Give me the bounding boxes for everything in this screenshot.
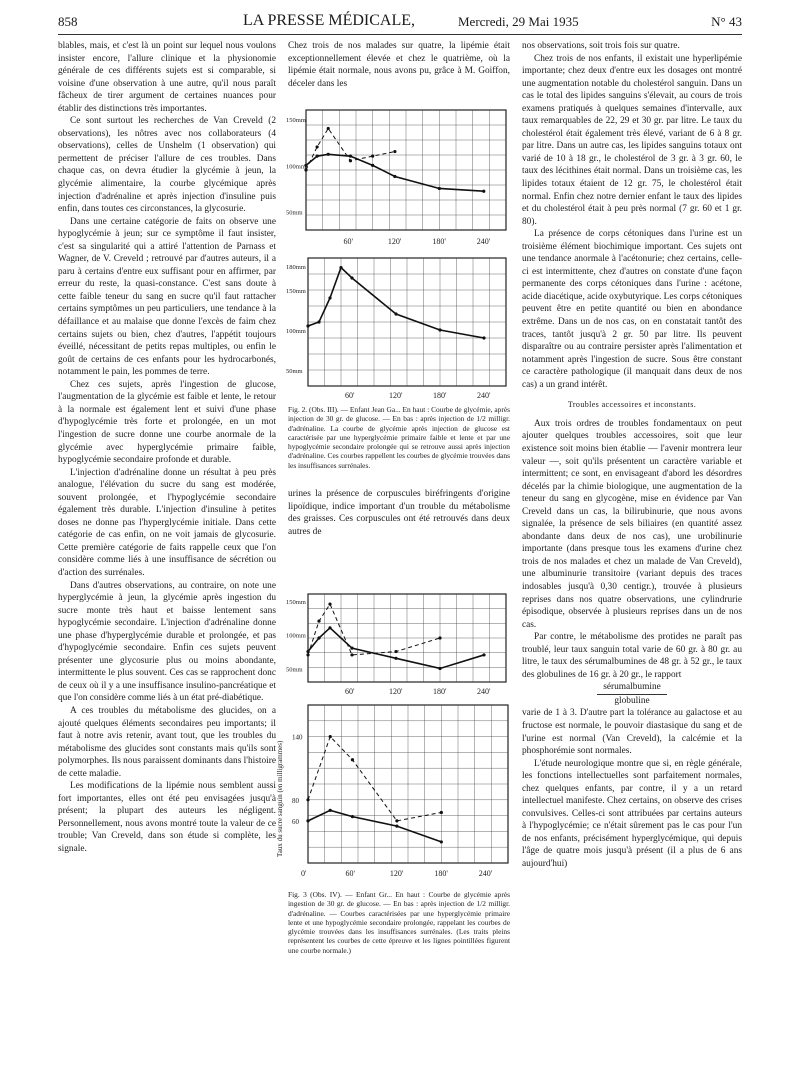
- data-point: [327, 153, 330, 156]
- data-point: [329, 735, 332, 738]
- figure-2-caption-block: [288, 405, 510, 470]
- paragraph: L'étude neurologique montre que si, en règle générale, les fonctions intellectuelles sont parfaitement normales, chez quelques enfants, par contre, il y a un retard intellectuel manifeste. Chez certains, on observe des crises convulsives. Celles-ci sont attribuées par certains auteurs à l'hypoglycémie; ce n'était sûrement pas le cas pour l'un de nos enfants, précisément hyperglycémique, qui depuis l'âge de quatre mois jusqu'à présent (il a plus de 6 ans aujourd'hui): [522, 758, 742, 869]
- x-tick-label: 60': [345, 869, 355, 878]
- data-point: [329, 809, 332, 812]
- data-point: [328, 603, 331, 606]
- chart-fig3-top: [286, 586, 511, 696]
- y-tick-label: 50mm: [286, 666, 303, 674]
- series-normal: [306, 128, 395, 170]
- data-point: [316, 155, 319, 158]
- y-tick-label: 150mm: [286, 288, 306, 295]
- x-tick-label: 180': [432, 237, 446, 246]
- issue-date: Mercredi, 29 Mai 1935: [458, 14, 579, 29]
- data-point: [350, 653, 353, 656]
- paragraph: varie de 1 à 3. D'autre part la tolérance au galactose et au fructose est normale, le pouvoir diastasique du sang et de l'urine est normal (Van Creveld), la calcémie et la phosphorémie sont normales.: [522, 708, 742, 757]
- x-tick-label: 180': [433, 687, 447, 696]
- y-tick-label: 100mm: [286, 632, 306, 640]
- data-point: [440, 811, 443, 814]
- x-tick-label: 120': [389, 391, 403, 400]
- x-tick-label: 0': [301, 869, 307, 878]
- x-tick-label: 240': [476, 237, 491, 246]
- data-point: [306, 819, 309, 822]
- data-point: [317, 320, 320, 323]
- chart-fig3-bottom: [270, 697, 515, 887]
- data-point: [438, 328, 441, 331]
- fraction: [522, 681, 742, 707]
- data-point: [350, 647, 353, 650]
- y-tick-label: 50mm: [286, 368, 303, 375]
- data-point: [394, 650, 397, 653]
- x-tick-label: 60': [345, 687, 355, 696]
- column-2: [288, 40, 510, 90]
- header-rule: [58, 34, 742, 35]
- paragraph: Dans d'autres observations, au contraire, on note une hyperglycémie à jeun, la glycémie après ingestion du sucre monte très haut et baisse lentement sans hypoglycémie secondaire. L'injection d'adrénaline donne une phase d'hyperglycémie durable et prolongée, et pas d'hypoglycémie secondaire. Enfin ces sujets peuvent présenter une glycosurie plus ou moins abondante, intermittente le plus souvent. Ces cas se rapprochent donc de ceux où il y a une insuffisance insulino-pancréatique et que l'on considère comme liés à un état pré-diabétique.: [58, 580, 276, 704]
- data-point: [317, 636, 320, 639]
- paragraph: A ces troubles du métabolisme des glucides, on a ajouté quelques éléments secondaires peu importants; il faut à notre avis retenir, avant tout, que les troubles du métabolisme des glucides sont constants mais qu'ils sont polymorphes. Ils nous paraissent dominants dans l'histoire de cette maladie.: [58, 705, 276, 779]
- data-point: [317, 619, 320, 622]
- series-observed: [306, 154, 484, 191]
- x-tick-label: 240': [477, 391, 491, 400]
- issue-number: N° 43: [711, 14, 742, 29]
- y-tick-label: 80: [292, 796, 299, 805]
- data-point: [349, 155, 352, 158]
- paragraph: urines la présence de corpuscules biréfringents d'origine lipoïdique, indice important d'un trouble du métabolisme des graisses. Ces corpuscules ont été retrouvés dans deux autres de: [288, 489, 510, 537]
- data-point: [394, 657, 397, 660]
- data-point: [306, 798, 309, 801]
- data-point: [394, 312, 397, 315]
- paragraph: Aux trois ordres de troubles fondamentaux on peut ajouter quelques troubles accessoires, soit que leur existence soit moins bien établie — l'avenir montrera leur valeur —, soit qu'ils présentent un caractère variable et intermittent; ce sont, en envisageant d'abord les désordres décelés par la chimie biologique, une augmentation de la teneur du sang en glycogène, mise en évidence par Van Creveld dans un cas, la bilirubinurie, que nous avons signalée, la présence de sels biliaires (en quantité assez abondante dans deux de nos cas), une urobilinurie importante (dans presque tous les examens d'urine chez trois de nos malades et chez un malade de Van Creveld), une albuminurie transitoire (variant depuis des traces indosables jusqu'à 0,30 centigr.), trouvée à plusieurs reprises dans nos quatre observations, une cylindrurie épisodique, observée à plusieurs reprises dans un de nos cas.: [522, 418, 742, 630]
- y-tick-label: 150mm: [286, 598, 306, 606]
- y-tick-label: 100mm: [286, 163, 306, 171]
- chart-fig2-bottom: [286, 254, 511, 404]
- paragraph: L'injection d'adrénaline donne un résultat à peu près analogue, l'élévation du sucre du sang est modérée, souvent prolongée, et l'hypoglycémie secondaire également très durable. L'injection d'insuline à petites doses ne donne pas l'hyperglycémie initiale. Dans cette catégorie de cas enfin, on ne voit jamais de glycosurie. Cette première catégorie de faits rappelle ceux que l'on considère comme liés à une insuffisance de sécrétion ou d'action des surrénales.: [58, 467, 276, 578]
- data-point: [371, 164, 374, 167]
- paragraph: Chez trois de nos enfants, il existait une hyperlipémie importante; chez deux d'entre eux les dosages ont montré une augmentation notable du cholestérol sanguin. Dans un cas le total des lipides sanguins s'élevait, au cours de trois examens pratiqués à quelques semaines d'intervalle, aux taux remarquables de 22, 29 et 30 gr. par litre. Le taux du cholestérol était également très élevé, variant de 6 à 8 gr. par litre. Dans un autre cas, les lipides sanguins totaux ont varié de 10 à 18 gr., le cholestérol de 3 gr. à 3 gr. 60, le taux des lécithines était normal. Dans un troisième cas, les lipides totaux étaient de 12 gr. 75, le cholestérol était normal. Enfin chez notre dernier enfant le taux des lipides et du cholestérol était à peu près normal (7 gr. 60 et 1 gr. 80).: [522, 53, 742, 227]
- figure-2-caption: Fig. 2. (Obs. III). — Enfant Jean Ga... En haut : Courbe de glycémie, après injection de 30 gr. de glucose. — En bas : après injection de 1/2 milligr. d'adrénaline. La courbe de glycémie après injection de glucose est caractérisée par une hyperglycémie primaire faible et lente et par une hypoglycémie secondaire prolongée qui se retrouve aussi après injection d'adrénaline. Ces courbes rappellent les courbes de glycémie trouvées dans les insuffisances surrénales.: [288, 405, 510, 470]
- page-header: [58, 14, 742, 34]
- data-point: [328, 296, 331, 299]
- data-point: [306, 653, 309, 656]
- data-point: [328, 626, 331, 629]
- x-tick-label: 60': [343, 237, 353, 246]
- paragraph: Chez trois de nos malades sur quatre, la lipémie était exceptionnellement élevée et chez le quatrième, où la lipémie était normale, nous avons pu, grâce à M. Goiffon, déceler dans les: [288, 41, 510, 89]
- x-tick-label: 120': [387, 237, 402, 246]
- x-tick-label: 180': [434, 869, 448, 878]
- paragraph: nos observations, soit trois fois sur quatre.: [522, 41, 680, 51]
- data-point: [393, 150, 396, 153]
- column-2-mid: [288, 488, 510, 538]
- data-point: [482, 190, 485, 193]
- paragraph: blables, mais, et c'est là un point sur lequel nous voulons insister encore, l'allure clinique et la physionomie générale de ces différents sujets est si comparable, si voisine d'une observation à une autre, qu'il nous paraît fâcheux de tirer argument de certaines nuances pour établir des distinctions très importantes.: [58, 41, 276, 114]
- data-point: [440, 840, 443, 843]
- paragraph: La présence de corps cétoniques dans l'urine est un troisième élément biochimique important. Ces sujets ont une tendance anormale à l'acétonurie; chez certains, celle-ci est intermittente, chez d'autres on constate d'une façon permanente des corps cétoniques dans l'urine : acétone, acide diacétique, acide oxybutyrique. Les corps cétoniques peuvent être en petite quantité ou bien en abondance extrême. Dans un de nos cas, on en constatait tantôt des traces, tantôt jusqu'à 2 gr. 50 par litre. Ils peuvent disparaître ou au contraire persister après l'alimentation et notamment après l'ingestion de sucre. Sous être constant ce caractère pathologique (il manquait dans deux de nos cas) a un grand intérêt.: [522, 229, 743, 390]
- paragraph: Les modifications de la lipémie nous semblent aussi fort importantes, elles ont été peu envisagées jusqu'à présent; la plupart des auteurs les négligent. Personnellement, nous avons montré toute la valeur de ce trouble; Van Creveld, dans son étude si complète, les signale.: [58, 781, 276, 854]
- data-point: [371, 155, 374, 158]
- y-tick-label: 60: [292, 817, 299, 826]
- section-heading: Troubles accessoires et inconstants.: [567, 400, 697, 410]
- x-tick-label: 240': [477, 687, 491, 696]
- data-point: [438, 667, 441, 670]
- y-tick-label: 50mm: [286, 209, 303, 217]
- chart-fig2-top: [286, 96, 511, 268]
- y-axis-label: Taux du sucre sanguin (en milligrammes): [276, 740, 284, 857]
- x-tick-label: 120': [389, 869, 404, 878]
- paragraph: Par contre, le métabolisme des protides ne paraît pas troublé, leur taux sanguin total varie de 60 gr. à 80 gr. au litre, le taux des sérumalbumines de 48 gr. à 52 gr., le taux des globulines de 16 gr. à 20 gr., le rapport: [522, 632, 742, 680]
- series-observed: [308, 268, 484, 338]
- y-tick-label: 100mm: [286, 328, 306, 335]
- journal-title: LA PRESSE MÉDICALE,: [243, 12, 416, 29]
- x-tick-label: 240': [478, 869, 493, 878]
- paragraph: Dans une certaine catégorie de faits on observe une hypoglycémie à jeun; sur ce symptôme il faut insister, c'est sa singularité qui a attiré l'attention de Parnass et Wagner, de V. Creveld ; retrouvé par d'autres auteurs, il a paru à certains d'entre eux suffisant pour en affirmer, par erreur du reste, la quasi-constance. C'est sans doute à cette faible teneur du sang en sucre qu'il faut rattacher certains symptômes un peu particuliers, une tendance à la défaillance et au malaise que donne l'excès de faim chez certains sujets ou bien, chez d'autres, l'appétit toujours éveillé, nécessitant de petits repas multiples, ou enfin le goût de certains de ces enfants pour les hydrocarbonés, notamment le pain, les pommes de terre.: [58, 216, 276, 378]
- data-point: [351, 758, 354, 761]
- fraction-denominator: globuline: [614, 695, 650, 706]
- column-3: [522, 40, 742, 871]
- y-tick-label: 150mm: [286, 117, 306, 125]
- data-point: [327, 127, 330, 130]
- data-point: [339, 266, 342, 269]
- x-tick-label: 180': [433, 391, 447, 400]
- figure-3-caption: Fig. 3 (Obs. IV). — Enfant Gr... En haut : Courbe de glycémie après ingestion de 30 gr. de glucose. — En bas : après injection de 1/2 milligr. d'adrénaline. — Courbes caractérisées par une hyperglycémie primaire lente et une hypoglycémie secondaire prolongée, rappelant les courbes de glycémie trouvées dans les insuffisances surrénales. (Les traits pleins représentent les courbes de cette épreuve et les lignes pointillées figurent une courbe normale.): [288, 890, 510, 955]
- paragraph: Ce sont surtout les recherches de Van Creveld (2 observations), les nôtres avec nos collaborateurs (4 observations), celles de Unshelm (1 observation) qui permettent de préciser l'allure de ces troubles. Dans chaque cas, on devra étudier la glycémie à jeun, la glycémie alimentaire, la courbe glycémique après injection d'adrénaline et après injection d'insuline puis enfin, dans toutes ces circonstances, la glycosurie.: [58, 116, 276, 215]
- page-number: 858: [58, 14, 78, 29]
- x-tick-label: 120': [389, 687, 403, 696]
- data-point: [350, 276, 353, 279]
- data-point: [316, 145, 319, 148]
- paragraph: Chez ces sujets, après l'ingestion de glucose, l'augmentation de la glycémie est faible et lente, le retour à la normale est également lent et suivi d'une phase d'hypoglycémie très forte et prolongée, en un mot l'ingestion de sucre donne une courbe anormale de la glycémie avec hyperglycémie primaire faible, hypoglycémie secondaire profonde et durable.: [58, 379, 276, 466]
- data-point: [395, 825, 398, 828]
- x-tick-label: 60': [345, 391, 355, 400]
- series-observed: [308, 628, 484, 669]
- figure-3-caption-block: [288, 890, 510, 955]
- column-1: [58, 40, 276, 856]
- data-point: [395, 819, 398, 822]
- data-point: [351, 815, 354, 818]
- y-tick-label: 140: [292, 733, 303, 742]
- fraction-numerator: sérumalbumine: [603, 682, 661, 693]
- data-point: [349, 159, 352, 162]
- data-point: [393, 175, 396, 178]
- y-tick-label: 180mm: [286, 264, 306, 271]
- data-point: [482, 653, 485, 656]
- data-point: [482, 336, 485, 339]
- data-point: [306, 324, 309, 327]
- data-point: [438, 187, 441, 190]
- data-point: [438, 636, 441, 639]
